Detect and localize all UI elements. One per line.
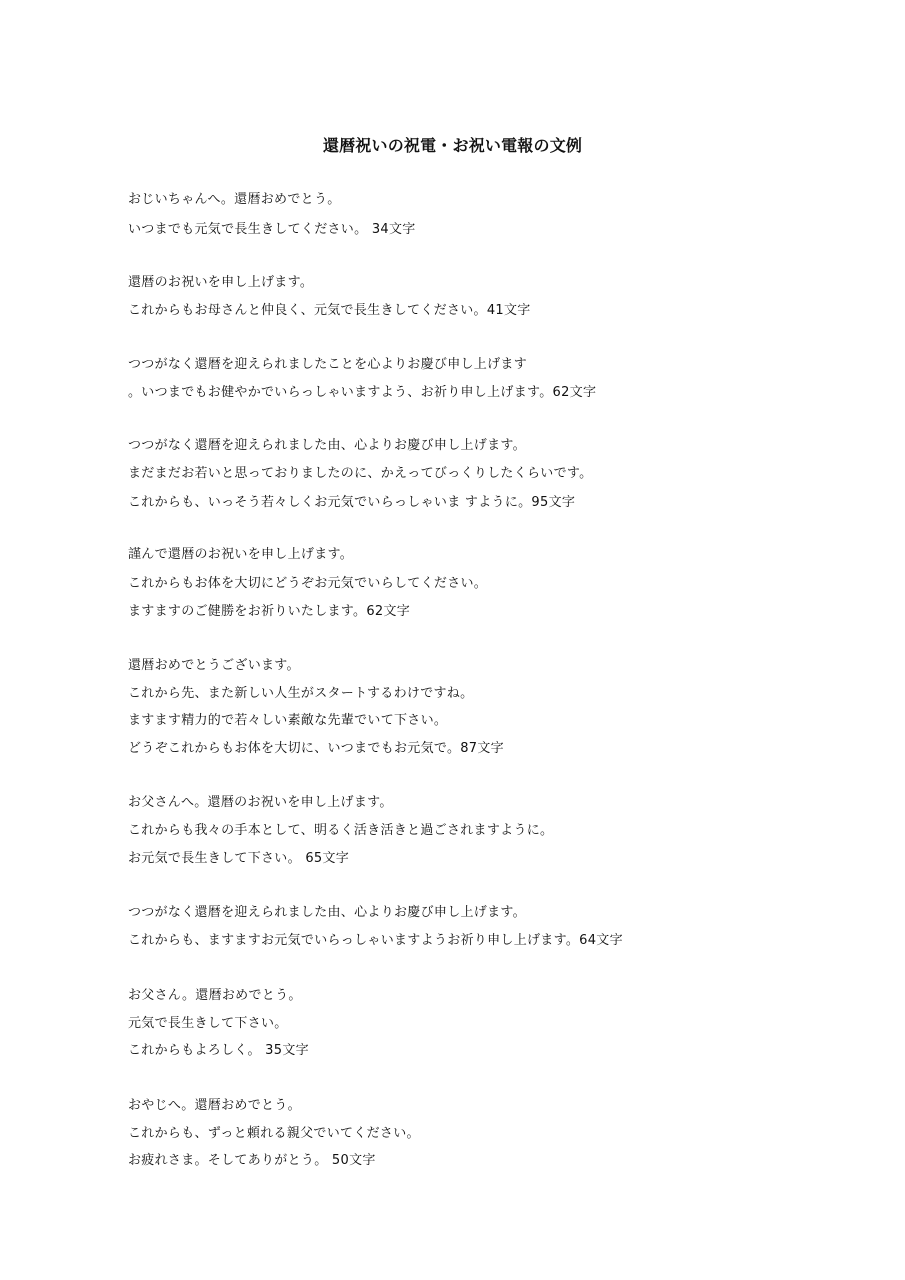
message-line: お元気で長生きして下さい。 65文字 <box>128 851 350 866</box>
message-line: お父さん。還暦おめでとう。 <box>128 988 302 1003</box>
page-title: 還暦祝いの祝電・お祝い電報の文例 <box>322 136 583 155</box>
message-line: ますます精力的で若々しい素敵な先輩でいて下さい。 <box>128 713 448 728</box>
message-line: いつまでも元気で長生きしてください。 34文字 <box>128 222 416 237</box>
message-line: おやじへ。還暦おめでとう。 <box>128 1098 301 1113</box>
message-line: まだまだお若いと思っておりましたのに、かえってびっくりしたくらいです。 <box>128 466 593 481</box>
message-line: つつがなく還暦を迎えられました由、心よりお慶び申し上げます。 <box>128 438 526 453</box>
message-line: 還暦おめでとうございます。 <box>128 658 300 673</box>
message-line: ますますのご健勝をお祈りいたします。62文字 <box>128 604 411 619</box>
message-line: これからも、ずっと頼れる親父でいてください。 <box>128 1126 420 1141</box>
message-line: どうぞこれからもお体を大切に、いつまでもお元気で。87文字 <box>128 741 504 756</box>
message-line: これからもお体を大切にどうぞお元気でいらしてください。 <box>128 576 488 591</box>
message-line: 元気で長生きして下さい。 <box>128 1016 288 1031</box>
message-line: これからもお母さんと仲良く、元気で長生きしてください。41文字 <box>128 303 531 318</box>
message-line: 還暦のお祝いを申し上げます。 <box>128 275 314 290</box>
message-line: お父さんへ。還暦のお祝いを申し上げます。 <box>128 795 393 810</box>
message-line: これからも我々の手本として、明るく活き活きと過ごされますように。 <box>128 823 554 838</box>
message-line: これから先、また新しい人生がスタートするわけですね。 <box>128 686 474 701</box>
message-line: つつがなく還暦を迎えられましたことを心よりお慶び申し上げます <box>128 357 528 372</box>
message-line: 。いつまでもお健やかでいらっしゃいますよう、お祈り申し上げます。62文字 <box>128 385 597 400</box>
message-line: つつがなく還暦を迎えられました由、心よりお慶び申し上げます。 <box>128 905 526 920</box>
message-line: 謹んで還暦のお祝いを申し上げます。 <box>128 547 354 562</box>
message-line: これからも、いっそう若々しくお元気でいらっしゃいま すように。95文字 <box>128 495 576 510</box>
message-line: これからもよろしく。 35文字 <box>128 1043 309 1058</box>
message-line: これからも、ますますお元気でいらっしゃいますようお祈り申し上げます。64文字 <box>128 933 623 948</box>
message-line: おじいちゃんへ。還暦おめでとう。 <box>128 192 341 207</box>
message-line: お疲れさま。そしてありがとう。 50文字 <box>128 1153 376 1168</box>
